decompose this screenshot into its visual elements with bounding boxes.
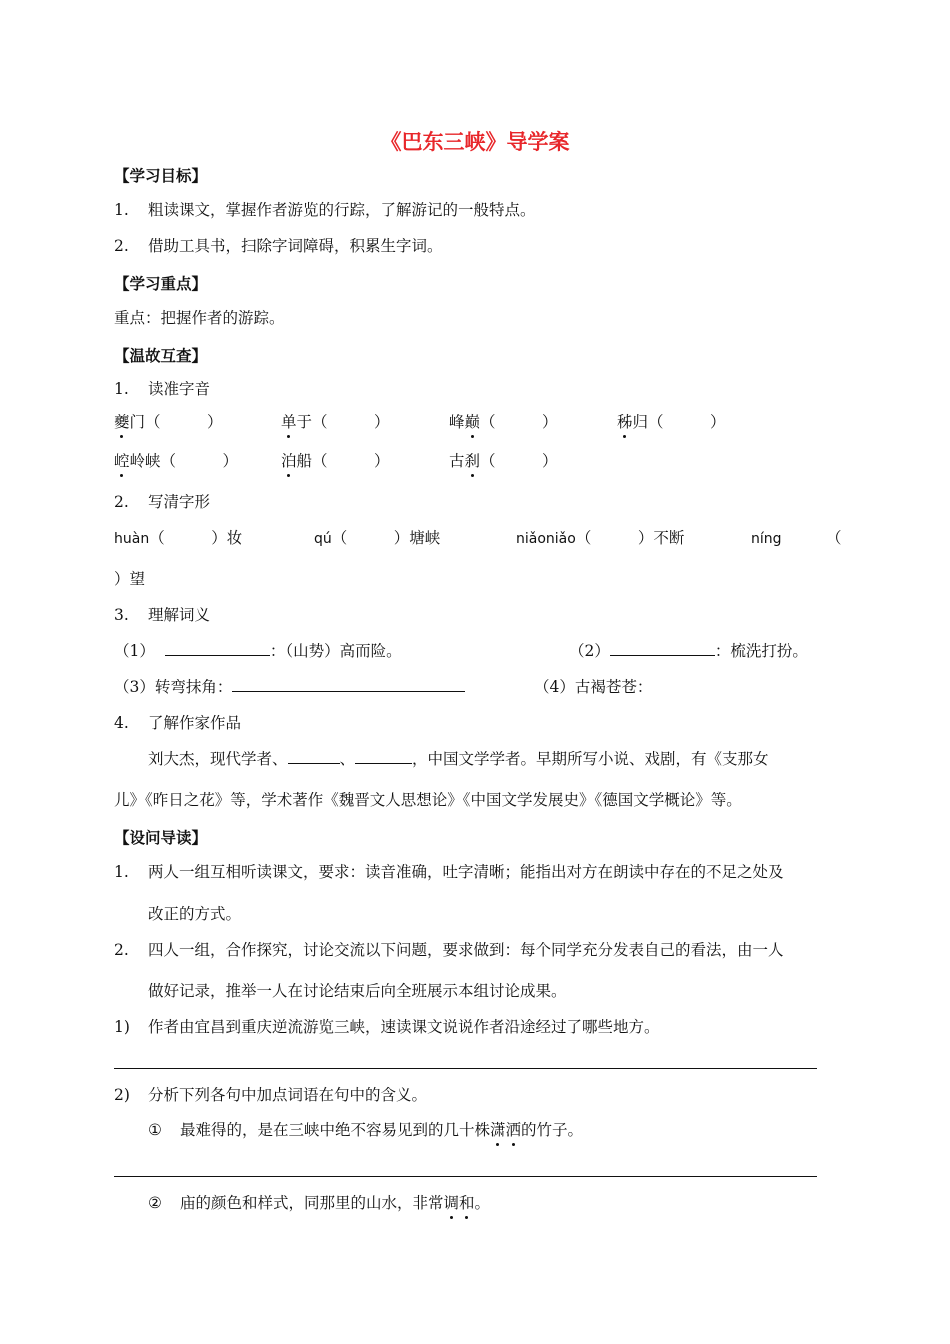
dotted-char: 单 bbox=[281, 413, 297, 431]
task-2-cont: 做好记录，推举一人在讨论结束后向全班展示本组讨论成果。 bbox=[148, 982, 567, 1000]
pinyin: níng bbox=[751, 531, 782, 547]
focus-text: 重点：把握作者的游踪。 bbox=[114, 309, 285, 327]
pronunciation-item: 夔门（ ） bbox=[114, 413, 223, 431]
question-num: 4. bbox=[114, 714, 129, 732]
goal-text: 借助工具书，扫除字词障碍，积累生字词。 bbox=[148, 237, 443, 255]
subquestion-1: 1) 作者由宜昌到重庆逆流游览三峡，速读课文说说作者沿途经过了哪些地方。 bbox=[114, 1018, 660, 1036]
pinyin-item: qú（ ）塘峡 bbox=[314, 529, 441, 547]
section-heading-focus: 【学习重点】 bbox=[114, 275, 208, 293]
meaning-item-2: （2） ：梳洗打扮。 bbox=[569, 642, 808, 660]
answer-line[interactable] bbox=[114, 1068, 817, 1069]
task-2: 2. 四人一组，合作探究，讨论交流以下问题，要求做到：每个同学充分发表自己的看法，由一人 bbox=[114, 941, 784, 959]
meaning-item-1: （1） ：（山势）高而险。 bbox=[114, 642, 402, 660]
wrap-text: ）望 bbox=[114, 570, 146, 588]
dotted-char: 和 bbox=[459, 1194, 475, 1212]
pinyin: qú bbox=[314, 531, 332, 547]
pronunciation-item: 单于（ ） bbox=[281, 413, 390, 431]
answer-blank[interactable] bbox=[288, 749, 340, 764]
pronunciation-item: 秭归（ ） bbox=[617, 413, 726, 431]
dotted-char: 巅 bbox=[464, 413, 481, 431]
task-1-cont: 改正的方式。 bbox=[148, 905, 242, 923]
answer-blank[interactable] bbox=[232, 677, 465, 692]
subquestion-2: 2) 分析下列各句中加点词语在句中的含义。 bbox=[114, 1086, 428, 1104]
answer-line[interactable] bbox=[114, 1176, 817, 1177]
section-heading-goals: 【学习目标】 bbox=[114, 167, 208, 185]
page-title: 《巴东三峡》导学案 bbox=[380, 130, 570, 154]
question-character-form bbox=[114, 492, 210, 512]
pinyin-item: huàn（ ）妆 bbox=[114, 529, 243, 547]
question-word-meaning bbox=[114, 605, 210, 625]
goal-num: 2. bbox=[114, 237, 129, 255]
question-label: 了解作家作品 bbox=[148, 714, 242, 732]
dotted-char: 调 bbox=[443, 1194, 460, 1212]
author-line-2: 儿》《昨日之花》等，学术著作《魏晋文人思想论》《中国文学发展史》《德国文学概论》等。 bbox=[114, 791, 742, 809]
answer-blank[interactable] bbox=[355, 749, 412, 764]
question-label: 读准字音 bbox=[148, 380, 211, 398]
pinyin: huàn bbox=[114, 531, 150, 547]
pronunciation-item: 崆岭峡（ ） bbox=[114, 452, 239, 470]
question-num: 2. bbox=[114, 493, 129, 511]
pronunciation-item: 古刹（ ） bbox=[449, 452, 558, 470]
pinyin-item bbox=[751, 528, 782, 549]
dotted-char: 潇 bbox=[490, 1121, 506, 1139]
section-heading-guided-reading: 【设问导读】 bbox=[114, 829, 208, 847]
sentence-2: ② 庙的颜色和样式，同那里的山水，非常调和。 bbox=[148, 1194, 491, 1212]
goal-text: 粗读课文，掌握作者游览的行踪，了解游记的一般特点。 bbox=[148, 201, 536, 219]
meaning-item-4: （4）古褐苍苍： bbox=[534, 678, 653, 696]
task-1: 1. 两人一组互相听读课文，要求：读音准确，吐字清晰；能指出对方在朗读中存在的不足之处及 bbox=[114, 863, 784, 881]
dotted-char: 泊 bbox=[281, 452, 297, 470]
meaning-item-3: （3）转弯抹角： bbox=[114, 677, 465, 697]
question-label: 写清字形 bbox=[148, 493, 211, 511]
question-author bbox=[114, 713, 241, 733]
question-label: 理解词义 bbox=[148, 606, 211, 624]
answer-blank[interactable] bbox=[610, 641, 715, 656]
dotted-char: 刹 bbox=[464, 452, 481, 470]
section-heading-review: 【温故互查】 bbox=[114, 347, 208, 365]
dotted-char: 夔 bbox=[114, 413, 130, 431]
answer-blank[interactable] bbox=[165, 641, 270, 656]
pinyin: niǎoniǎo bbox=[516, 531, 576, 547]
goal-item bbox=[114, 236, 443, 256]
sentence-1: ① 最难得的，是在三峡中绝不容易见到的几十株潇洒的竹子。 bbox=[148, 1121, 584, 1139]
pronunciation-item: 泊船（ ） bbox=[281, 452, 390, 470]
paren-open: （ bbox=[826, 529, 842, 547]
goal-num: 1. bbox=[114, 201, 129, 219]
goal-item bbox=[114, 200, 536, 220]
dotted-char: 洒 bbox=[505, 1121, 522, 1139]
dotted-char: 秭 bbox=[617, 413, 633, 431]
pronunciation-item: 峰巅（ ） bbox=[449, 413, 558, 431]
dotted-char: 崆 bbox=[114, 452, 130, 470]
author-line-1: 刘大杰，现代学者、 、 ，中国文学学者。早期所写小说、戏剧，有《支那女 bbox=[148, 750, 769, 768]
pinyin-item: niǎoniǎo（ ）不断 bbox=[516, 529, 685, 547]
question-num: 1. bbox=[114, 380, 129, 398]
question-num: 3. bbox=[114, 606, 129, 624]
question-pronunciation bbox=[114, 379, 210, 399]
